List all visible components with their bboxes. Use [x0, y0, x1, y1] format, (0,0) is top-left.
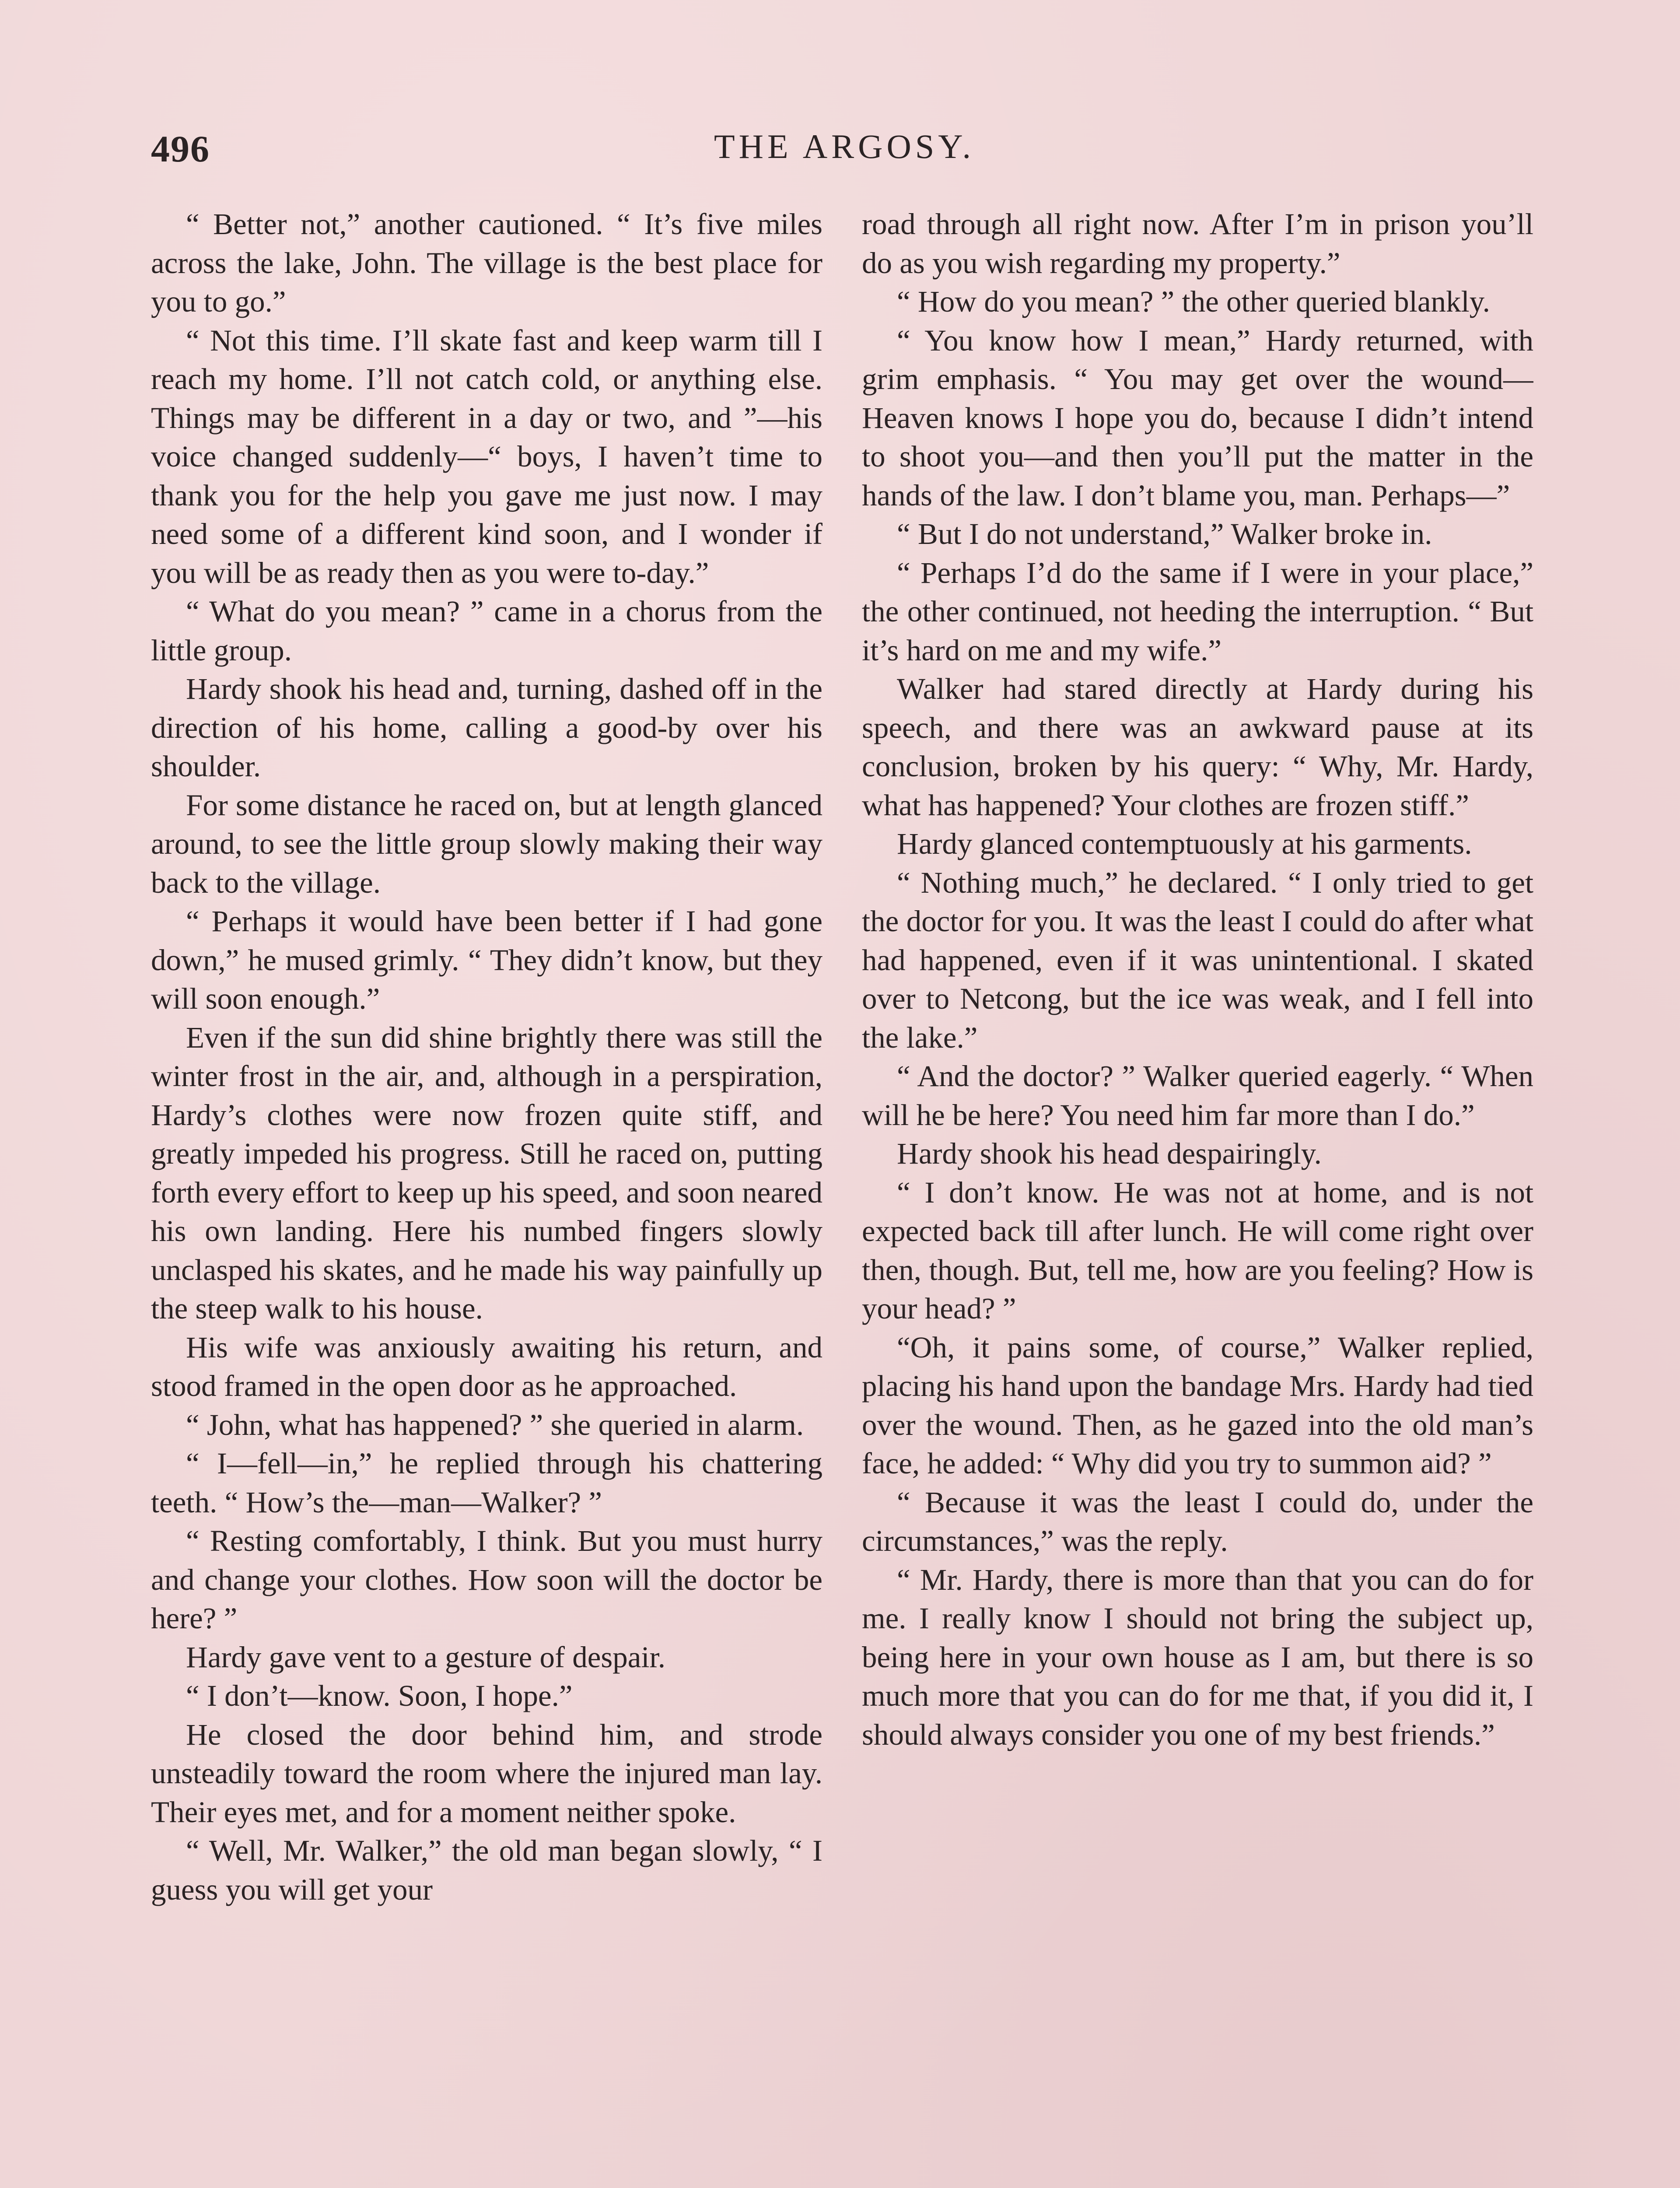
paragraph: “ Mr. Hardy, there is more than that you can do for me. I really know I should not bring the subject up, being here in your own house as I am, but there is so much more that you can do for me that, if you did it, I should always consider you one of my best friends.” — [862, 1563, 1533, 1751]
paragraph: road through all right now. After I’m in prison you’ll do as you wish regarding my property.” — [862, 207, 1533, 280]
paragraph: “ Resting comfortably, I think. But you must hurry and change your clothes. How soon will the doctor be here? ” — [151, 1524, 822, 1635]
paragraph: For some distance he raced on, but at length glanced around, to see the little group slowly making their way back to the village. — [151, 788, 822, 899]
paragraph: “ Well, Mr. Walker,” the old man began slowly, “ I guess you will get your — [151, 1834, 822, 1906]
paragraph: Hardy shook his head despairingly. — [897, 1137, 1322, 1170]
page-number: 496 — [151, 128, 210, 170]
paragraph: “ How do you mean? ” the other queried blankly. — [897, 285, 1490, 318]
paragraph: “ Perhaps it would have been better if I had gone down,” he mused grimly. “ They didn’t know, but they will soon enough.” — [151, 905, 822, 1015]
paragraph: Hardy glanced contemptuously at his garments. — [897, 827, 1472, 860]
paragraph: Hardy gave vent to a gesture of despair. — [186, 1640, 665, 1674]
paragraph: “Oh, it pains some, of course,” Walker replied, placing his hand upon the bandage Mrs. Hardy had tied over the wound. Then, as he gazed into the old man’s face, he added: “ Why did you try to summon aid? ” — [862, 1330, 1533, 1480]
paragraph: “ I—fell—in,” he replied through his chattering teeth. “ How’s the—man—Walker? ” — [151, 1447, 822, 1519]
paragraph: “ But I do not understand,” Walker broke in. — [897, 517, 1432, 551]
paragraph: “ Better not,” another cautioned. “ It’s five miles across the lake, John. The village is the best place for you to go.” — [151, 207, 822, 318]
paragraph: “ And the doctor? ” Walker queried eagerly. “ When will he be here? You need him far more than I do.” — [862, 1059, 1533, 1132]
paragraph: “ You know how I mean,” Hardy returned, with grim emphasis. “ You may get over the wound—Heaven knows I hope you do, because I didn’t intend to shoot you—and then you’ll put the matter in the hands of the law. I don’t blame you, man. Perhaps—” — [862, 323, 1533, 512]
paragraph: “ Perhaps I’d do the same if I were in your place,” the other continued, not heeding the interruption. “ But it’s hard on me and my wife.” — [862, 556, 1533, 667]
running-title: THE ARGOSY. — [714, 127, 975, 165]
paragraph: “ Because it was the least I could do, under the circumstances,” was the reply. — [862, 1485, 1533, 1557]
paragraph: Hardy shook his head and, turning, dashed off in the direction of his home, calling a good-by over his shoulder. — [151, 672, 822, 783]
left-text-column — [151, 205, 822, 2188]
paragraph: “ What do you mean? ” came in a chorus from the little group. — [151, 595, 822, 667]
paragraph: “ I don’t—know. Soon, I hope.” — [186, 1679, 573, 1712]
page-header — [151, 127, 1538, 179]
paragraph: Walker had stared directly at Hardy during his speech, and there was an awkward pause at its conclusion, broken by his query: “ Why, Mr. Hardy, what has happened? Your clothes are frozen stiff.” — [862, 672, 1533, 822]
paragraph: “ I don’t know. He was not at home, and is not expected back till after lunch. He will come right over then, though. But, tell me, how are you feeling? How is your head? ” — [862, 1175, 1533, 1325]
paragraph: “ Nothing much,” he declared. “ I only tried to get the doctor for you. It was the least I could do after what had happened, even if it was unintentional. I skated over to Netcong, but the ice was weak, and I fell into the lake.” — [862, 866, 1533, 1054]
paragraph: Even if the sun did shine brightly there was still the winter frost in the air, and, although in a perspiration, Hardy’s clothes were now frozen quite stiff, and greatly impeded his progress. Still he raced on, putting forth every effort to keep up his speed, and soon neared his own landing. Here his numbed fingers slowly unclasped his skates, and he made his way painfully up the steep walk to his house. — [151, 1020, 822, 1325]
right-text-column — [862, 205, 1533, 2188]
paragraph: “ John, what has happened? ” she queried in alarm. — [186, 1408, 804, 1441]
paragraph: His wife was anxiously awaiting his return, and stood framed in the open door as he approached. — [151, 1330, 822, 1403]
paragraph: “ Not this time. I’ll skate fast and keep warm till I reach my home. I’ll not catch cold, or anything else. Things may be different in a day or two, and ”—his voice changed suddenly—“ boys, I haven’t time to thank you for the help you gave me just now. I may need some of a different kind soon, and I wonder if you will be as ready then as you were to-day.” — [151, 323, 822, 589]
paragraph: He closed the door behind him, and strode unsteadily toward the room where the injured man lay. Their eyes met, and for a moment neither spoke. — [151, 1718, 822, 1829]
